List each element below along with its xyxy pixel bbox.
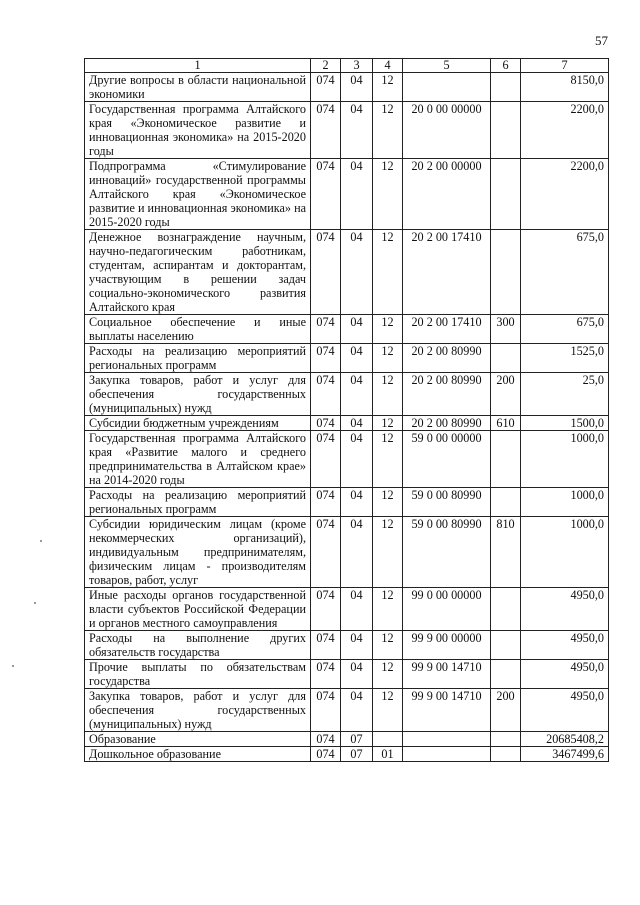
row-amount-cell: 1000,0 — [521, 431, 609, 488]
row-target-article-cell: 20 2 00 00000 — [403, 159, 491, 230]
row-subsection-cell: 12 — [373, 588, 403, 631]
row-ministry-code-cell: 074 — [311, 631, 341, 660]
row-target-article-cell: 99 9 00 14710 — [403, 689, 491, 732]
row-target-article-cell: 20 2 00 80990 — [403, 373, 491, 416]
row-name-cell: Закупка товаров, работ и услуг для обеспечения государственных (муниципальных) нужд — [85, 689, 311, 732]
row-ministry-code-cell: 074 — [311, 732, 341, 747]
row-subsection-cell — [373, 732, 403, 747]
table-row — [85, 315, 609, 344]
table-row — [85, 344, 609, 373]
row-target-article-cell — [403, 73, 491, 102]
row-expense-type-cell — [491, 73, 521, 102]
row-section-cell: 04 — [341, 660, 373, 689]
table-row — [85, 416, 609, 431]
row-ministry-code-cell: 074 — [311, 431, 341, 488]
row-amount-cell: 4950,0 — [521, 660, 609, 689]
row-expense-type-cell — [491, 588, 521, 631]
row-section-cell: 04 — [341, 230, 373, 315]
row-expense-type-cell: 200 — [491, 689, 521, 732]
column-header: 7 — [521, 59, 609, 73]
row-amount-cell: 1000,0 — [521, 488, 609, 517]
row-subsection-cell: 12 — [373, 517, 403, 588]
row-name-cell: Государственная программа Алтайского края «Экономическое развитие и инновационная экономика» на 2015-2020 годы — [85, 102, 311, 159]
row-target-article-cell: 59 0 00 00000 — [403, 431, 491, 488]
table-row — [85, 431, 609, 488]
row-expense-type-cell — [491, 732, 521, 747]
table-row — [85, 517, 609, 588]
row-target-article-cell: 99 9 00 14710 — [403, 660, 491, 689]
row-subsection-cell: 12 — [373, 431, 403, 488]
row-target-article-cell: 99 9 00 00000 — [403, 631, 491, 660]
column-header: 2 — [311, 59, 341, 73]
row-section-cell: 04 — [341, 159, 373, 230]
row-subsection-cell: 12 — [373, 416, 403, 431]
row-name-cell: Другие вопросы в области национальной экономики — [85, 73, 311, 102]
column-header: 1 — [85, 59, 311, 73]
row-target-article-cell: 20 2 00 17410 — [403, 315, 491, 344]
row-section-cell: 07 — [341, 732, 373, 747]
row-amount-cell: 4950,0 — [521, 689, 609, 732]
row-ministry-code-cell: 074 — [311, 373, 341, 416]
row-expense-type-cell — [491, 102, 521, 159]
row-ministry-code-cell: 074 — [311, 159, 341, 230]
row-subsection-cell: 12 — [373, 230, 403, 315]
row-name-cell: Образование — [85, 732, 311, 747]
row-ministry-code-cell: 074 — [311, 660, 341, 689]
row-section-cell: 04 — [341, 488, 373, 517]
table-row — [85, 631, 609, 660]
row-name-cell: Расходы на выполнение других обязательств государства — [85, 631, 311, 660]
row-amount-cell: 4950,0 — [521, 631, 609, 660]
row-ministry-code-cell: 074 — [311, 517, 341, 588]
row-target-article-cell: 20 0 00 00000 — [403, 102, 491, 159]
scan-speck — [34, 602, 36, 604]
row-ministry-code-cell: 074 — [311, 102, 341, 159]
row-expense-type-cell: 610 — [491, 416, 521, 431]
row-expense-type-cell — [491, 431, 521, 488]
row-target-article-cell: 20 2 00 17410 — [403, 230, 491, 315]
row-expense-type-cell — [491, 660, 521, 689]
row-amount-cell: 2200,0 — [521, 159, 609, 230]
table-row — [85, 660, 609, 689]
row-expense-type-cell: 810 — [491, 517, 521, 588]
row-name-cell: Иные расходы органов государственной власти субъектов Российской Федерации и органов местного самоуправления — [85, 588, 311, 631]
row-section-cell: 04 — [341, 73, 373, 102]
row-ministry-code-cell: 074 — [311, 689, 341, 732]
row-expense-type-cell — [491, 631, 521, 660]
row-target-article-cell: 59 0 00 80990 — [403, 517, 491, 588]
row-section-cell: 04 — [341, 588, 373, 631]
row-name-cell: Прочие выплаты по обязательствам государства — [85, 660, 311, 689]
row-name-cell: Государственная программа Алтайского края «Развитие малого и среднего предпринимательства в Алтайском крае» на 2014-2020 годы — [85, 431, 311, 488]
row-section-cell: 04 — [341, 315, 373, 344]
table-row — [85, 373, 609, 416]
table-row — [85, 159, 609, 230]
scan-speck — [12, 665, 14, 667]
row-ministry-code-cell: 074 — [311, 416, 341, 431]
row-subsection-cell: 12 — [373, 373, 403, 416]
row-target-article-cell: 59 0 00 80990 — [403, 488, 491, 517]
row-target-article-cell: 20 2 00 80990 — [403, 344, 491, 373]
row-section-cell: 04 — [341, 344, 373, 373]
row-subsection-cell: 12 — [373, 315, 403, 344]
row-expense-type-cell — [491, 344, 521, 373]
row-target-article-cell: 99 0 00 00000 — [403, 588, 491, 631]
row-amount-cell: 4950,0 — [521, 588, 609, 631]
row-target-article-cell — [403, 732, 491, 747]
row-section-cell: 04 — [341, 631, 373, 660]
row-ministry-code-cell: 074 — [311, 230, 341, 315]
row-amount-cell: 25,0 — [521, 373, 609, 416]
row-ministry-code-cell: 074 — [311, 315, 341, 344]
row-amount-cell: 1000,0 — [521, 517, 609, 588]
row-section-cell: 04 — [341, 416, 373, 431]
page-number: 57 — [595, 33, 608, 48]
row-amount-cell: 8150,0 — [521, 73, 609, 102]
row-name-cell: Денежное вознаграждение научным, научно-педагогическим работникам, студентам, аспирантам и докторантам, участвующим в решении задач социально-экономического развития Алтайского края — [85, 230, 311, 315]
scan-speck — [40, 540, 42, 542]
row-expense-type-cell — [491, 230, 521, 315]
table-body — [85, 73, 609, 762]
row-subsection-cell: 12 — [373, 689, 403, 732]
row-name-cell: Подпрограмма «Стимулирование инноваций» государственной программы Алтайского края «Экономическое развитие и инновационная экономика» на 2015-2020 годы — [85, 159, 311, 230]
row-section-cell: 04 — [341, 102, 373, 159]
column-header: 3 — [341, 59, 373, 73]
row-name-cell: Расходы на реализацию мероприятий региональных программ — [85, 488, 311, 517]
row-name-cell: Дошкольное образование — [85, 747, 311, 762]
row-amount-cell: 675,0 — [521, 315, 609, 344]
row-expense-type-cell — [491, 159, 521, 230]
row-subsection-cell: 01 — [373, 747, 403, 762]
row-section-cell: 04 — [341, 517, 373, 588]
row-subsection-cell: 12 — [373, 159, 403, 230]
table-row — [85, 747, 609, 762]
row-subsection-cell: 12 — [373, 631, 403, 660]
row-subsection-cell: 12 — [373, 344, 403, 373]
column-header: 6 — [491, 59, 521, 73]
table-row — [85, 488, 609, 517]
row-amount-cell: 1500,0 — [521, 416, 609, 431]
row-ministry-code-cell: 074 — [311, 588, 341, 631]
table-row — [85, 732, 609, 747]
table-row — [85, 230, 609, 315]
row-name-cell: Расходы на реализацию мероприятий региональных программ — [85, 344, 311, 373]
row-section-cell: 04 — [341, 373, 373, 416]
row-ministry-code-cell: 074 — [311, 344, 341, 373]
row-amount-cell: 2200,0 — [521, 102, 609, 159]
budget-table — [84, 58, 609, 762]
row-name-cell: Закупка товаров, работ и услуг для обеспечения государственных (муниципальных) нужд — [85, 373, 311, 416]
row-expense-type-cell: 200 — [491, 373, 521, 416]
row-target-article-cell — [403, 747, 491, 762]
column-header: 5 — [403, 59, 491, 73]
row-name-cell: Социальное обеспечение и иные выплаты населению — [85, 315, 311, 344]
table-row — [85, 73, 609, 102]
row-ministry-code-cell: 074 — [311, 488, 341, 517]
row-section-cell: 04 — [341, 431, 373, 488]
row-subsection-cell: 12 — [373, 488, 403, 517]
row-subsection-cell: 12 — [373, 102, 403, 159]
table-row — [85, 588, 609, 631]
row-subsection-cell: 12 — [373, 73, 403, 102]
row-name-cell: Субсидии юридическим лицам (кроме некоммерческих организаций), индивидуальным предпринимателям, физическим лицам - производителям товаров, работ, услуг — [85, 517, 311, 588]
row-section-cell: 07 — [341, 747, 373, 762]
row-name-cell: Субсидии бюджетным учреждениям — [85, 416, 311, 431]
row-amount-cell: 1525,0 — [521, 344, 609, 373]
row-ministry-code-cell: 074 — [311, 73, 341, 102]
row-ministry-code-cell: 074 — [311, 747, 341, 762]
row-section-cell: 04 — [341, 689, 373, 732]
table-row — [85, 102, 609, 159]
row-amount-cell: 20685408,2 — [521, 732, 609, 747]
row-expense-type-cell — [491, 488, 521, 517]
table-header-row — [85, 59, 609, 73]
row-amount-cell: 675,0 — [521, 230, 609, 315]
row-target-article-cell: 20 2 00 80990 — [403, 416, 491, 431]
row-expense-type-cell — [491, 747, 521, 762]
row-expense-type-cell: 300 — [491, 315, 521, 344]
row-amount-cell: 3467499,6 — [521, 747, 609, 762]
column-header: 4 — [373, 59, 403, 73]
table-row — [85, 689, 609, 732]
row-subsection-cell: 12 — [373, 660, 403, 689]
